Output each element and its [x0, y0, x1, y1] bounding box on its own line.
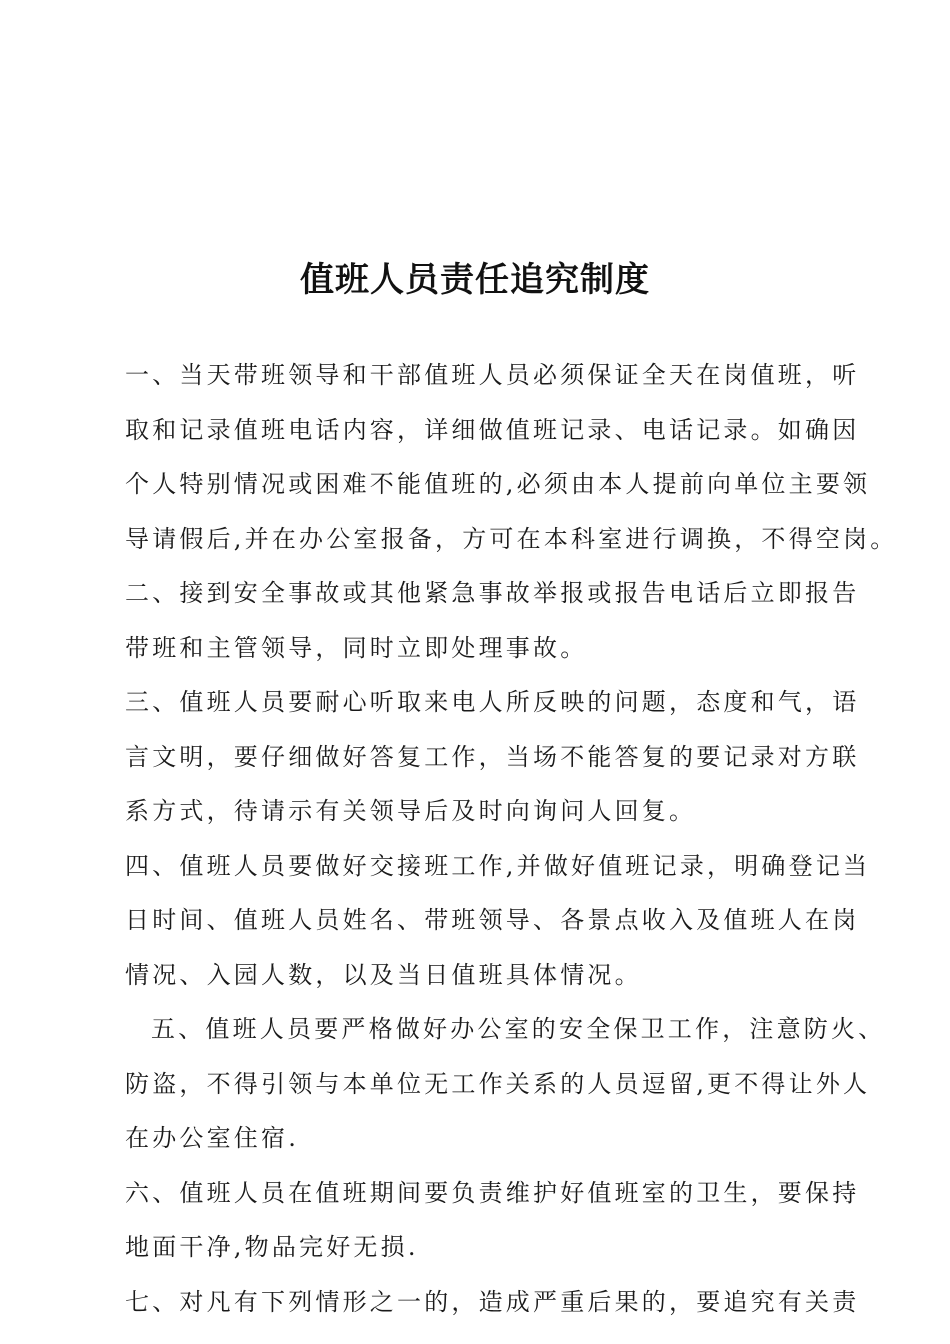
- body-line: 地面干净,物品完好无损.: [125, 1233, 419, 1261]
- document-body: [125, 348, 898, 1329]
- body-line: 一、当天带班领导和干部值班人员必须保证全天在岗值班，听: [125, 361, 860, 389]
- body-line: 导请假后,并在办公室报备，方可在本科室进行调换，不得空岗。: [125, 524, 898, 553]
- document-title: 值班人员责任追究制度: [300, 260, 650, 300]
- body-line: 三、值班人员要耐心听取来电人所反映的问题，态度和气，语: [125, 688, 860, 716]
- body-line: 五、值班人员要严格做好办公室的安全保卫工作，注意防火、: [151, 1015, 886, 1043]
- body-line: 情况、入园人数，以及当日值班具体情况。: [125, 960, 642, 989]
- body-line: 个人特别情况或困难不能值班的,必须由本人提前向单位主要领: [125, 470, 871, 498]
- body-line: 防盗，不得引领与本单位无工作关系的人员逗留,更不得让外人: [125, 1069, 871, 1098]
- body-line: 言文明，要仔细做好答复工作，当场不能答复的要记录对方联: [125, 742, 860, 771]
- body-line: 二、接到安全事故或其他紧急事故举报或报告电话后立即报告: [125, 579, 860, 607]
- body-line: 七、对凡有下列情形之一的，造成严重后果的，要追究有关责: [125, 1287, 860, 1316]
- body-line: 取和记录值班电话内容，详细做值班记录、电话记录。如确因: [125, 415, 860, 444]
- body-line: 四、值班人员要做好交接班工作,并做好值班记录，明确登记当: [125, 851, 871, 880]
- body-line: 六、值班人员在值班期间要负责维护好值班室的卫生，要保持: [125, 1178, 860, 1207]
- body-line: 在办公室住宿.: [125, 1124, 300, 1152]
- body-line: 带班和主管领导，同时立即处理事故。: [125, 633, 588, 662]
- body-line: 系方式，待请示有关领导后及时向询问人回复。: [125, 797, 697, 825]
- body-line: 日时间、值班人员姓名、带班领导、各景点收入及值班人在岗: [125, 906, 860, 934]
